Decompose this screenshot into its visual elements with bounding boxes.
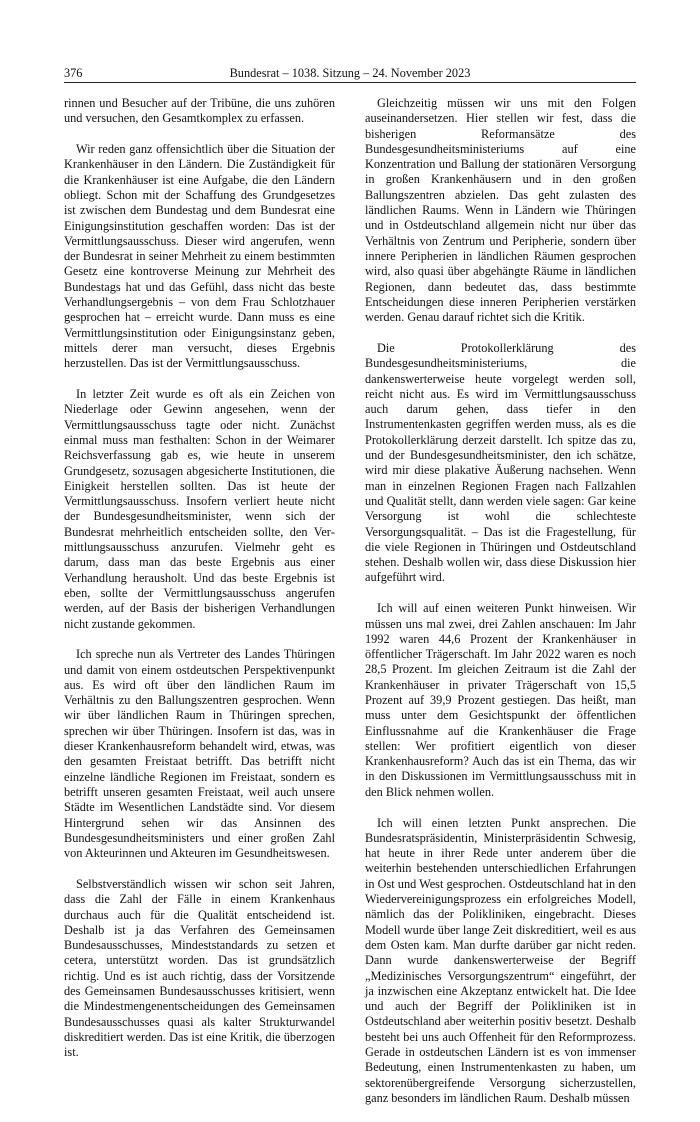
paragraph: Die Protokollerklärung des Bundesgesundheitsministeriums, die dankenswerterweise heute vorgelegt werden soll, reicht nicht aus. Es wird im Vermittlungsausschuss auch darum gehen, dass tiefer in den Instrumentenkasten gegriffen werden muss, als es die Protokollerklärung derzeit darstellt. Ich spitze das zu, und der Bundesgesundheitsminister, den ich schätze, wird mir diese plakative Äußerung nachsehen. Wenn man in einzelnen Regionen Fragen nach Fallzahlen und Qualität stellt, dann werden viele sagen: Gar keine Versorgung ist wohl die schlechteste Versorgungsqualität. – Das ist die Fragestellung, für die viele Regionen in Thüringen und Ostdeutschland stehen. Deshalb wollen wir, dass diese Diskussion hier aufgeführt wird. bbox=[365, 340, 636, 585]
paragraph: Ich will auf einen weiteren Punkt hinweisen. Wir müssen uns mal zwei, drei Zahlen anschauen: Im Jahr 1992 waren 44,6 Prozent der Krankenhäuser in öffentlicher Trägerschaft. Im Jahr 2022 waren es noch 28,5 Prozent. Im gleichen Zeitraum ist die Zahl der Krankenhäuser in privater Trägerschaft von 15,5 Prozent auf 39,9 Prozent gestiegen. Das heißt, man muss unter dem Gesichtspunkt der öffentlichen Einflussnahme auf die Krankenhäuser die Frage stellen: Wer profitiert eigentlich von dieser Krankenhausreform? Auch das ist ein Thema, das wir in den Diskussionen im Vermittlungsausschuss mit in den Blick nehmen wollen. bbox=[365, 601, 636, 799]
paragraph: Ich will einen letzten Punkt ansprechen. Die Bundesratspräsidentin, Ministerpräsidentin Schwesig, hat heute in ihrer Rede unter anderem über die weiterhin bestehenden unterschiedlichen Erfahrungen in Ost und West gesprochen. Ostdeutschland hat in den Wiedervereinigungsprozess ein erfolgreiches Modell, nämlich das der Polikliniken, eingebracht. Dieses Modell wurde über lange Zeit diskreditiert, weil es aus dem Osten kam. Man durfte darüber gar nicht reden. Dann wurde dankenswerterweise der Begriff „Medizinisches Versorgungszentrum“ eingeführt, der ja inzwischen eine Akzeptanz entwickelt hat. Die Idee und auch der Begriff der Polikliniken ist in Ostdeutschland aber weiterhin positiv besetzt. Deshalb besteht bei uns auch Offenheit für den Reformprozess. Gerade in ostdeutschen Ländern ist es von immenser Bedeutung, einen Instrumentenkasten zu haben, um sektorenübergreifende Versorgung sicherzustellen, ganz besonders im ländlichen Raum. Deshalb müssen bbox=[365, 815, 636, 1105]
right-column bbox=[365, 96, 636, 1122]
running-title: Bundesrat – 1038. Sitzung – 24. November 2023 bbox=[229, 66, 471, 80]
paragraph: In letzter Zeit wurde es oft als ein Zeichen von Niederlage oder Gewinn angesehen, wenn der Vermittlungsausschuss tagte oder nicht. Zunächst einmal muss man festhalten: Schon in der Weimarer Reichsverfassung gab es, wie heute in unserem Grundgesetz, sozusagen abgesicherte Institutionen, die Einigkeit herstellen sollten. Das ist heute der Vermittlungsausschuss. Insofern verliert heute nicht der Bundesgesundheitsminister, wenn sich der Bundesrat mehrheitlich entscheiden sollte, den Vermittlungsausschuss anzurufen. Vielmehr geht es darum, dass man das beste Ergebnis aus einer Verhandlung herausholt. Und das beste Ergebnis ist eben, sollte der Vermittlungsausschuss angerufen werden, auf der Basis der bisherigen Verhandlungen nicht zustande gekommen. bbox=[64, 387, 335, 631]
paragraph: rinnen und Besucher auf der Tribüne, die uns zuhören und versuchen, den Gesamtkomplex zu erfassen. bbox=[64, 96, 335, 126]
page-number: 376 bbox=[64, 66, 83, 80]
paragraph: Selbstverständlich wissen wir schon seit Jahren, dass die Zahl der Fälle in einem Krankenhaus durchaus auch für die Qualität entscheidend ist. Deshalb ist ja das Verfahren des Gemeinsamen Bundesausschusses, Mindeststandards zu setzen et cetera, unterstützt worden. Das ist grundsätzlich richtig. Und es ist auch richtig, dass der Vorsitzende des Gemeinsamen Bundesausschusses kritisiert, wenn die Mindestmengenentscheidungen des Gemeinsamen Bundesausschusses quasi als kalter Strukturwandel diskreditiert werden. Das ist eine Kritik, die überzogen ist. bbox=[64, 876, 335, 1060]
paragraph: Gleichzeitig müssen wir uns mit den Folgen auseinandersetzen. Hier stellen wir fest, dass die bisherigen Reformansätze des Bundesgesundheitsministeriums auf eine Konzentration und Ballung der stationären Versorgung in großen Krankenhäusern und in den großen Ballungszentren abzielen. Das geht zulasten des ländlichen Raums. Wenn in Ländern wie Thüringen und in Ostdeutschland allgemein nicht nur über das Verhältnis von Zentrum und Peripherie, sondern über innere Peripherien in ländlichen Räumen gesprochen wird, also quasi über abgehängte Räume in ländlichen Regionen, dann bedeutet das, dass bestimmte Entscheidungen diese inneren Peripherien verstärken werden. Genau darauf richtet sich die Kritik. bbox=[365, 96, 636, 325]
page-header bbox=[64, 64, 636, 83]
left-column bbox=[64, 96, 335, 1076]
paragraph: Wir reden ganz offensichtlich über die Situation der Krankenhäuser in den Ländern. Die Zuständigkeit für die Krankenhäuser ist eine Aufgabe, die den Ländern obliegt. Schon mit der Schaffung des Grundgesetzes ist zwischen dem Bundestag und dem Bundesrat eine Einigungsinstitution geschaffen worden: Das ist der Vermittlungsausschuss. Dieser wird angerufen, wenn der Bundesrat in seiner Mehrheit zu einem bestimmten Gesetz eine kontroverse Meinung zur Mehrheit des Bundestags hat und das Gefühl, dass nicht das beste Verhandlungsergebnis – von dem Frau Schlotzhauer gesprochen hat – erreicht wurde. Dann muss es eine Vermittlungsinstitution oder Einigungsinstanz geben, mittels derer man versucht, dieses Ergebnis herzustellen. Das ist der Vermittlungsausschuss. bbox=[64, 142, 335, 371]
paragraph: Ich spreche nun als Vertreter des Landes Thüringen und damit von einem ostdeutschen Perspektivenpunkt aus. Es wird oft über den ländlichen Raum im Verhältnis zu den Ballungszentren gesprochen. Wenn wir über ländlichen Raum in Thüringen sprechen, sprechen wir über Thüringen. Insofern ist das, was in dieser Krankenhausreform behandelt wird, etwas, was den gesamten Freistaat betrifft. Das betrifft nicht einzelne ländliche Regionen im Freistaat, sondern es betrifft unseren gesamten Freistaat, weil auch unsere Städte im Wesentlichen Landstädte sind. Vor diesem Hintergrund sehen wir das Ansinnen des Bundesgesundheitsministers und einer großen Zahl von Akteurinnen und Akteuren im Gesundheitswesen. bbox=[64, 647, 335, 861]
